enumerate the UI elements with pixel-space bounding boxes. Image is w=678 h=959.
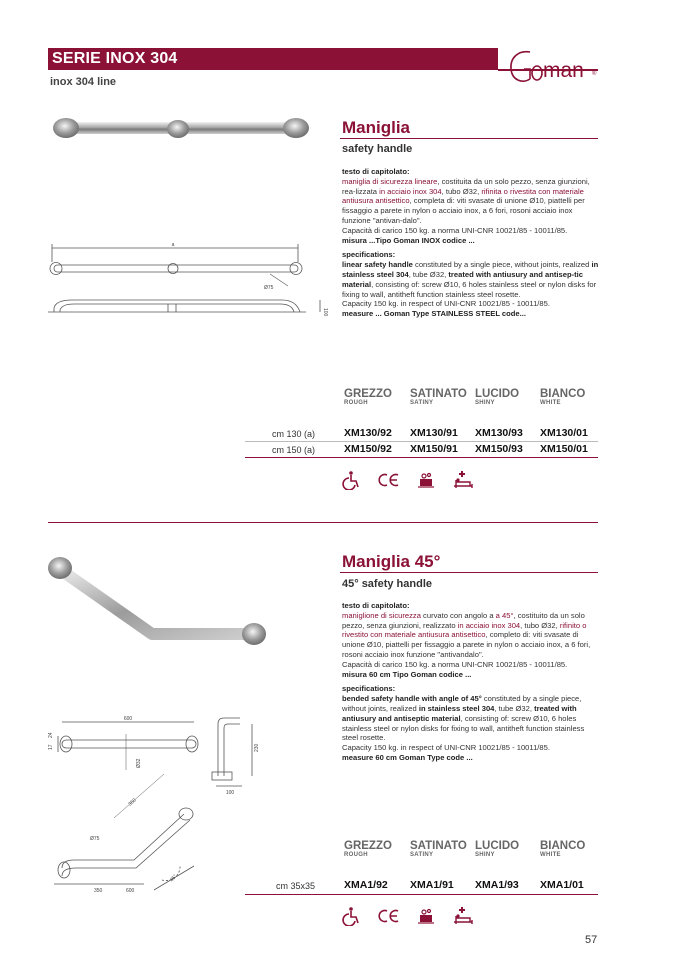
product-code: XM150/92 bbox=[344, 443, 392, 455]
product-specs-block bbox=[342, 167, 600, 319]
it-spec-text bbox=[342, 611, 600, 660]
finish-bianco: BIANCO WHITE bbox=[540, 840, 586, 858]
finish-bianco: BIANCO WHITE bbox=[540, 388, 586, 406]
en-spec-part: in stainless steel 304 bbox=[342, 260, 599, 279]
en-spec-text bbox=[342, 694, 600, 743]
ce-mark-icon bbox=[378, 472, 400, 488]
product-title: Maniglia 45° bbox=[342, 552, 441, 571]
product-title-rule bbox=[340, 572, 598, 573]
it-spec-part: curvato con angolo a bbox=[420, 610, 496, 620]
dim-width-600: 600 bbox=[123, 716, 133, 722]
row-divider bbox=[245, 894, 598, 895]
en-spec-part: constituted by a single piece, without joints, realized bbox=[412, 260, 592, 270]
product-code: XMA1/91 bbox=[410, 879, 454, 891]
product-code: XM150/93 bbox=[475, 443, 523, 455]
dim-diagonal-350: 350 bbox=[127, 797, 138, 808]
product-code: XM130/01 bbox=[540, 427, 588, 439]
logo-text-man: man bbox=[543, 59, 584, 82]
series-title: SERIE INOX 304 bbox=[52, 50, 178, 67]
finish-lucido: LUCIDO SHINY bbox=[475, 840, 520, 858]
product-photo-straight-handle bbox=[44, 112, 316, 152]
technical-drawing-45-handle bbox=[44, 710, 264, 896]
en-spec-part: in stainless steel 304 bbox=[418, 703, 495, 713]
en-measure: measure ... Goman Type STAINLESS STEEL code... bbox=[342, 309, 526, 319]
en-spec-heading: specifications: bbox=[342, 684, 396, 694]
it-spec-part: maniglione di sicurezza bbox=[342, 610, 421, 620]
en-spec-part: treated with antiusury and antisep-tic material bbox=[342, 269, 583, 289]
it-measure: misura 60 cm Tipo Goman codice ... bbox=[342, 669, 472, 679]
product-code: XMA1/92 bbox=[344, 879, 388, 891]
antibacterial-icon bbox=[416, 470, 436, 490]
it-spec-text bbox=[342, 177, 600, 226]
it-spec-part: a 45° bbox=[495, 610, 514, 620]
goman-logo-wordmark bbox=[514, 62, 515, 84]
it-spec-part: rifinito o rivestito con materiale antiusura antisettico bbox=[342, 620, 587, 640]
dim-height-100: 100 bbox=[322, 308, 328, 317]
en-spec-part: , tube Ø32, bbox=[494, 703, 535, 713]
finish-lucido: LUCIDO SHINY bbox=[475, 388, 520, 406]
dim-width-100: 100 bbox=[225, 790, 235, 796]
en-capacity: Capacity 150 kg. in respect of UNI-CNR 10021/85 - 10011/85. bbox=[342, 743, 550, 753]
it-spec-part: , costituita da un solo pezzo, senza giunzioni, rea-lizzata bbox=[342, 176, 590, 196]
dim-24: 24 bbox=[48, 732, 54, 738]
hospital-bed-icon bbox=[452, 906, 474, 926]
it-spec-part: in acciaio inox 304 bbox=[379, 186, 442, 196]
page-number: 57 bbox=[585, 934, 598, 946]
antibacterial-icon bbox=[416, 906, 436, 926]
product-title-rule bbox=[340, 138, 598, 139]
dim-diameter-75: Ø75 bbox=[264, 285, 274, 291]
en-spec-part: , consisting of: screw Ø10, 6 holes stainless steel or nylon disks for fixing to wall, antitheft function stainless steel rosette. bbox=[342, 713, 585, 743]
product-photo-45-handle bbox=[42, 552, 282, 672]
dim-height-230: 230 bbox=[254, 743, 260, 752]
it-spec-part: , completa di: viti svasate di unione Ø10, piattelli per fissaggio a parete in nylon o acciaio inox, a 6 fori, rosoni acciaio inox funzione "antivan-dalo". bbox=[342, 196, 585, 225]
it-spec-part: , tubo Ø32, bbox=[520, 620, 560, 630]
product-code: XM150/01 bbox=[540, 443, 588, 455]
en-spec-part: bended safety handle with angle of 45° bbox=[342, 694, 482, 704]
product-code: XMA1/93 bbox=[475, 879, 519, 891]
dim-diameter-32: Ø32 bbox=[136, 758, 142, 768]
logo-registered: ® bbox=[592, 71, 597, 77]
it-spec-heading: testo di capitolato: bbox=[342, 167, 410, 176]
it-spec-part: , tubo Ø32, bbox=[441, 186, 482, 196]
certification-icons bbox=[342, 906, 474, 926]
ce-mark-icon bbox=[378, 908, 400, 924]
size-label: cm 35x35 bbox=[275, 881, 315, 891]
wheelchair-icon bbox=[342, 470, 362, 490]
row-divider bbox=[245, 457, 598, 458]
dim-width-600-bottom: 600 bbox=[126, 888, 135, 894]
dim-diameter-75: Ø75 bbox=[90, 836, 100, 842]
it-spec-part: in acciaio inox 304 bbox=[457, 620, 521, 630]
it-spec-part: , completo di: viti svasate di unione Ø10, piattelli per fissaggio a parete in nylon o acciaio inox, a 6 fori, rosoni acciaio inox funzione "antivandalo". bbox=[342, 630, 591, 659]
it-spec-part: , costituito da un solo pezzo, senza giunzioni, realizzato bbox=[342, 610, 585, 630]
size-label: cm 150 (a) bbox=[271, 445, 315, 455]
en-spec-part: linear safety handle bbox=[342, 260, 413, 270]
it-measure: misura ...Tipo Goman INOX codice ... bbox=[342, 235, 475, 245]
technical-drawing-straight-handle bbox=[42, 238, 332, 322]
hospital-bed-icon bbox=[452, 470, 474, 490]
en-capacity: Capacity 150 kg. in respect of UNI-CNR 10021/85 - 10011/85. bbox=[342, 299, 550, 309]
size-label: cm 130 (a) bbox=[271, 429, 315, 439]
product-code: XM150/91 bbox=[410, 443, 458, 455]
en-spec-heading: specifications: bbox=[342, 250, 396, 260]
en-spec-part: , tube Ø32, bbox=[408, 269, 449, 279]
section-divider bbox=[48, 522, 598, 523]
product-specs-block bbox=[342, 601, 600, 763]
product-code: XM130/91 bbox=[410, 427, 458, 439]
it-capacity: Capacità di carico 150 kg. a norma UNI-CNR 10021/85 - 10011/85. bbox=[342, 225, 568, 235]
en-spec-part: constituted by a single piece, without joints, realized bbox=[342, 694, 582, 713]
product-subtitle: safety handle bbox=[342, 143, 413, 155]
certification-icons bbox=[342, 470, 474, 490]
row-divider bbox=[245, 441, 598, 442]
series-subtitle: inox 304 line bbox=[50, 76, 117, 88]
it-spec-part: rifinita o rivestita con materiale antiusura antisettico bbox=[342, 186, 584, 206]
product-subtitle: 45° safety handle bbox=[342, 578, 432, 590]
it-capacity: Capacità di carico 150 kg. a norma UNI-CNR 10021/85 - 10011/85. bbox=[342, 659, 568, 669]
en-spec-text bbox=[342, 260, 600, 299]
product-code: XMA1/01 bbox=[540, 879, 584, 891]
en-spec-part: treated with antiusury and antiseptic material bbox=[342, 703, 577, 723]
dim-width-350: 350 bbox=[94, 888, 103, 894]
dim-a: a bbox=[171, 242, 175, 248]
it-spec-part: maniglia di sicurezza lineare bbox=[342, 176, 438, 186]
en-measure: measure 60 cm Goman Type code ... bbox=[342, 752, 473, 762]
finish-grezzo: GREZZO ROUGH bbox=[344, 840, 392, 858]
product-code: XM130/93 bbox=[475, 427, 523, 439]
product-code: XM130/92 bbox=[344, 427, 392, 439]
finish-satinato: SATINATO SATINY bbox=[410, 840, 467, 858]
en-spec-part: , consisting of: screw Ø10, 6 holes stainless steel or nylon disks for fixing to wall, antitheft function stainless steel rosette. bbox=[342, 279, 597, 299]
product-title: Maniglia bbox=[342, 118, 411, 137]
dim-angle-45: 45° bbox=[168, 873, 179, 884]
dim-17: 17 bbox=[48, 744, 54, 750]
finish-satinato: SATINATO SATINY bbox=[410, 388, 467, 406]
wheelchair-icon bbox=[342, 906, 362, 926]
finish-grezzo: GREZZO ROUGH bbox=[344, 388, 392, 406]
it-spec-heading: testo di capitolato: bbox=[342, 601, 410, 610]
